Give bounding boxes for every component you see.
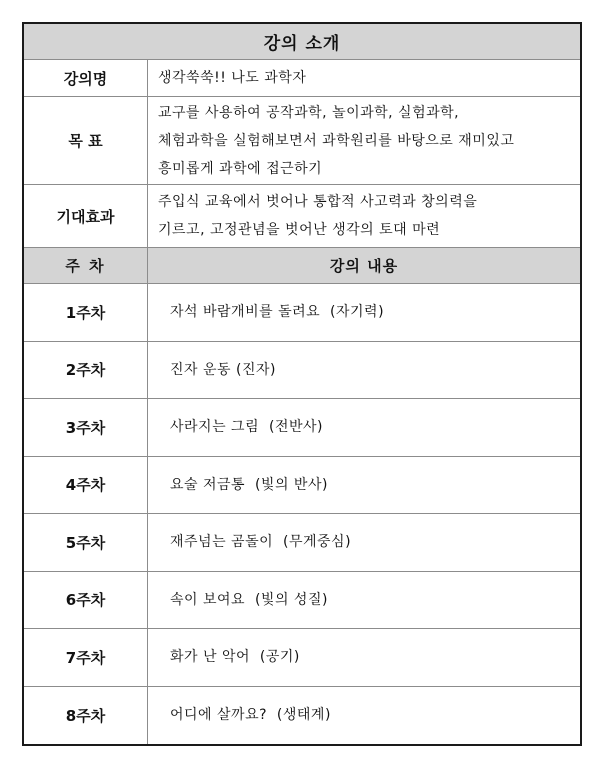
topic-cell (148, 399, 580, 456)
week-cell: 3주차 (24, 399, 148, 456)
topic-text: 진자 운동 (진자) (170, 361, 276, 378)
table-row (24, 399, 580, 457)
topic-cell (148, 687, 580, 745)
goal-label: 목 표 (24, 97, 148, 184)
course-name-value (148, 60, 580, 96)
goal-value (148, 97, 580, 184)
topic-text: 재주넘는 곰돌이 (무게중심) (170, 534, 352, 551)
week-cell: 6주차 (24, 572, 148, 629)
topic-cell (148, 342, 580, 399)
schedule-header-row (24, 248, 580, 284)
table-row (24, 629, 580, 687)
topic-cell (148, 457, 580, 514)
topic-text: 요술 저금통 (빛의 반사) (170, 476, 328, 493)
week-column-header: 주 차 (24, 248, 148, 283)
topic-cell (148, 284, 580, 341)
goal-line: 체험과학을 실험해보면서 과학원리를 바탕으로 재미있고 (158, 132, 515, 149)
topic-cell (148, 514, 580, 571)
topic-text: 자석 바람개비를 돌려요 (자기력) (170, 304, 385, 321)
course-name-text: 생각쑥쑥!! 나도 과학자 (158, 70, 307, 86)
week-cell: 4주차 (24, 457, 148, 514)
table-row (24, 342, 580, 400)
effect-line: 주입식 교육에서 벗어나 통합적 사고력과 창의력을 (158, 194, 478, 210)
table-row (24, 687, 580, 745)
topic-text: 사라지는 그림 (전반사) (170, 419, 323, 436)
week-cell: 2주차 (24, 342, 148, 399)
table-row (24, 572, 580, 630)
topic-cell (148, 629, 580, 686)
table-title-row (24, 24, 580, 60)
goal-line: 흥미롭게 과학에 접근하기 (158, 160, 323, 177)
week-cell: 1주차 (24, 284, 148, 341)
week-cell: 5주차 (24, 514, 148, 571)
content-column-header: 강의 내용 (329, 257, 399, 275)
week-cell: 7주차 (24, 629, 148, 686)
effect-label: 기대효과 (24, 185, 148, 247)
table-row (24, 457, 580, 515)
table-title: 강의 소개 (263, 34, 341, 54)
topic-cell (148, 572, 580, 629)
topic-text: 어디에 살까요? (생태계) (170, 707, 331, 724)
effect-value (148, 185, 580, 247)
course-name-row (24, 60, 580, 97)
effect-row (24, 185, 580, 248)
effect-line: 기르고, 고정관념을 벗어난 생각의 토대 마련 (158, 222, 441, 238)
course-intro-table (22, 22, 582, 746)
goal-row (24, 97, 580, 185)
table-row (24, 514, 580, 572)
topic-text: 속이 보여요 (빛의 성질) (170, 591, 328, 608)
goal-line: 교구를 사용하여 공작과학, 놀이과학, 실험과학, (158, 104, 460, 121)
week-cell: 8주차 (24, 687, 148, 745)
table-row (24, 284, 580, 342)
course-name-label: 강의명 (24, 60, 148, 96)
topic-text: 화가 난 악어 (공기) (170, 649, 300, 666)
